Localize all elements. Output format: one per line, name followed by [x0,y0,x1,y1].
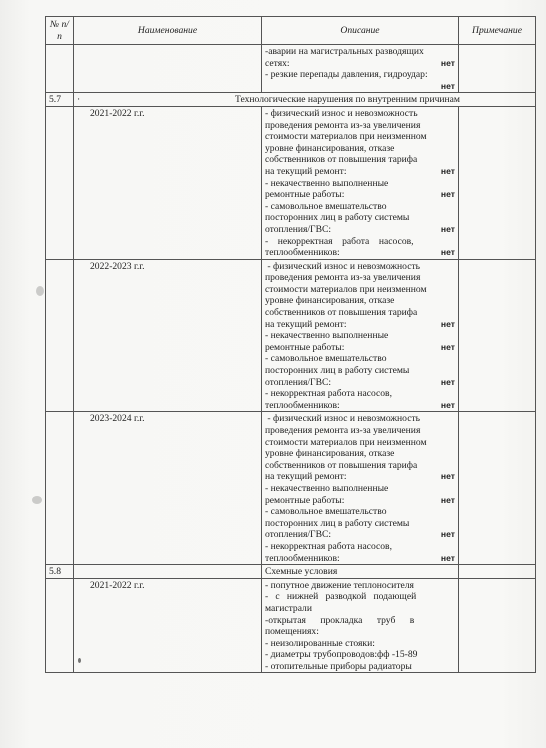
line-text: теплообменников: [265,247,340,259]
line-text: отопления/ГВС: [265,376,332,388]
description-line [265,413,455,425]
line-text: отопления/ГВС: [265,529,332,541]
description-line [265,46,455,58]
line-text: - самовольное вмешательство [265,200,387,212]
description-lines [265,46,455,92]
line-text: - отопительные приборы радиаторы [265,660,412,672]
description-line [265,483,455,495]
description-lines [265,261,455,412]
status-value: нет [440,223,455,234]
line-text: - с нижней разводкой подающей [265,591,417,603]
description-line [265,661,455,673]
cell-num [46,45,74,93]
line-text: - некорректная работа насосов, [265,540,392,552]
table-row [46,578,536,673]
description-line [265,649,455,661]
line-text: ремонтные работы: [265,189,345,201]
description-line [265,353,455,365]
line-text: - диаметры трубопроводов:фф -15-89 [265,649,418,661]
description-lines [265,108,455,259]
cell-description [262,45,459,93]
line-text: - некачественно выполненные [265,177,389,189]
description-line [265,448,455,460]
description-lines [265,413,455,564]
line-text: сетях: [265,57,290,69]
line-text: стоимости материалов при неизменном [265,131,427,143]
description-line [265,189,455,201]
line-text: собственников от повышения тарифа [265,307,418,319]
status-value: нет [440,376,455,387]
description-line [265,615,455,627]
period-name: 2021-2022 г.г. [74,106,262,259]
description-line [265,541,455,553]
header-note: Примечание [459,17,536,45]
line-text: посторонних лиц в работу системы [265,365,410,377]
description-line [265,272,455,284]
status-value: нет [440,471,455,482]
table-header-row [46,17,536,45]
description-line [265,58,455,70]
description-line [265,580,455,592]
description-line [265,603,455,615]
line-text: уровне финансирования, отказе [265,142,395,154]
status-value: нет [440,399,455,410]
line-text: - некорректная работа насосов, [265,388,392,400]
description-line [265,261,455,273]
description-line [265,319,455,331]
line-text: - физический износ и невозможность [265,107,418,119]
period-name: 2022-2023 г.г. [74,259,262,412]
description-line [265,437,455,449]
section-row-5-7 [46,93,536,107]
description-line [265,518,455,530]
description-line [265,495,455,507]
line-text: проведения ремонта из-за увеличения [265,425,421,436]
description-line [265,212,455,224]
line-text: на текущий ремонт: [265,165,347,177]
cell-name [74,45,262,93]
description-line [265,506,455,518]
line-text: проведения ремонта из-за увеличения [265,119,421,131]
line-text: - некорректная работа насосов, [265,235,414,247]
description-line [265,626,455,638]
table-row [46,412,536,565]
line-text: посторонних лиц в работу системы [265,212,410,224]
description-line [265,529,455,541]
description-line [265,131,455,143]
scan-speck [36,286,44,296]
line-text: -открытая прокладка труб в [265,614,415,626]
table-row [46,259,536,412]
line-text: - самовольное вмешательство [265,506,387,518]
line-text: на текущий ремонт: [265,318,347,330]
header-description: Описание [262,17,459,45]
description-line [265,388,455,400]
line-text: помещениях: [265,626,319,638]
header-num: № п/п [46,17,74,45]
line-text: уровне финансирования, отказе [265,448,395,460]
description-line [265,201,455,213]
description-line [265,166,455,178]
period-name: 2023-2024 г.г. [74,412,262,565]
line-text: - самовольное вмешательство [265,353,387,365]
description-lines [265,580,455,673]
line-text: отопления/ГВС: [265,223,332,235]
line-text: проведения ремонта из-за увеличения [265,272,421,284]
description-line [265,425,455,437]
description-line [265,460,455,472]
section-title: Технологические нарушения по внутренним причинам [234,94,460,106]
line-text: - некачественно выполненные [265,330,389,342]
scan-speck [32,496,42,504]
status-value: нет [440,247,455,258]
description-line [265,143,455,155]
description-line [265,553,455,565]
status-value: нет [440,341,455,352]
status-value: нет [440,494,455,505]
section-num: 5.7 [46,93,74,107]
table-row-continued [46,45,536,93]
line-text: собственников от повышения тарифа [265,154,418,166]
section-title: Схемные условия [262,565,459,579]
line-text: посторонних лиц в работу системы [265,517,410,529]
status-value: нет [440,189,455,200]
description-line [265,307,455,319]
line-text: стоимости материалов при неизменном [265,283,427,295]
line-text: - резкие перепады давления, гидроудар: [265,69,428,81]
line-text: уровне финансирования, отказе [265,295,395,307]
line-text: -аварии на магистральных разводящих [265,46,424,57]
description-line [265,178,455,190]
line-text: - попутное движение теплоносителя [265,579,414,591]
description-line [265,377,455,389]
status-value: нет [440,57,455,68]
line-text: на текущий ремонт: [265,471,347,483]
description-line [265,342,455,354]
description-line [265,247,455,259]
description-line [265,224,455,236]
period-name: 2021-2022 г.г. [74,578,262,673]
section-row-5-8 [46,565,536,579]
line-text: собственников от повышения тарифа [265,459,418,471]
table-row [46,106,536,259]
section-num: 5.8 [46,565,74,579]
section-title-cell [74,93,536,107]
description-line [265,236,455,248]
status-value: нет [440,529,455,540]
line-text: стоимости материалов при неизменном [265,436,427,448]
line-text: ремонтные работы: [265,341,345,353]
line-text: магистрали [265,602,312,614]
header-name: Наименование [74,17,262,45]
description-line [265,591,455,603]
line-text: - неизолированные стояки: [265,637,375,649]
description-line [265,284,455,296]
line-text: - некачественно выполненные [265,482,389,494]
description-line [265,638,455,650]
line-text: - физический износ и невозможность [265,260,421,272]
status-value: нет [440,80,455,91]
description-line [265,81,455,93]
line-text: теплообменников: [265,552,340,564]
description-line [265,365,455,377]
line-text: теплообменников: [265,399,340,411]
description-line [265,108,455,120]
status-value: нет [440,552,455,563]
status-value: нет [440,318,455,329]
line-text: - физический износ и невозможность [265,413,421,425]
section-bullet: · [77,94,81,106]
description-line [265,400,455,412]
status-value: нет [440,165,455,176]
description-line [265,471,455,483]
description-line [265,295,455,307]
line-text: ремонтные работы: [265,494,345,506]
description-line [265,154,455,166]
description-line [265,120,455,132]
document-table [45,16,536,673]
cell-note [459,45,536,93]
description-line [265,330,455,342]
description-line [265,69,455,81]
